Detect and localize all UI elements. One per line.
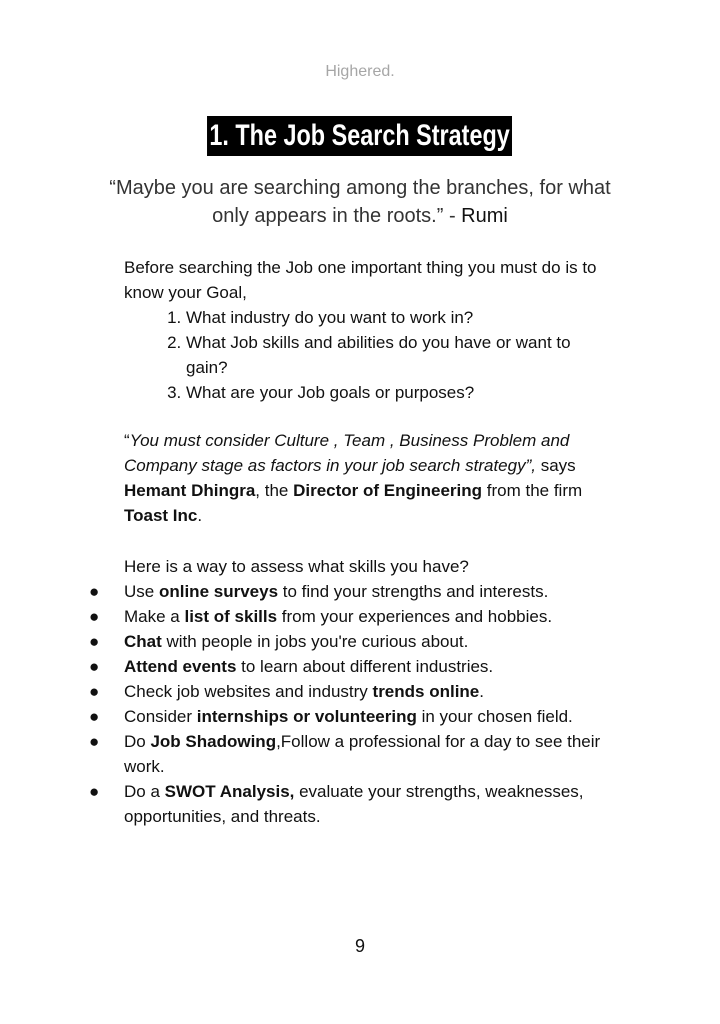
title-container — [0, 116, 720, 156]
skills-lead: Here is a way to assess what skills you have? — [124, 557, 469, 576]
list-item: ● Do a SWOT Analysis, evaluate your strengths, weaknesses, opportunities, and threats. — [124, 779, 614, 829]
page-number: 9 — [354, 936, 365, 956]
bullet-icon: ● — [89, 682, 100, 701]
bullet-icon: ● — [89, 707, 100, 726]
goal-question-item: 1. What industry do you want to work in? — [186, 305, 614, 330]
list-item: ● Chat with people in jobs you're curious about. — [124, 629, 614, 654]
intro-section — [124, 255, 614, 405]
citation-role: Director of Engineering — [293, 481, 483, 500]
citation-firm: Toast Inc — [124, 506, 198, 525]
skills-section — [89, 554, 614, 829]
bullet-icon: ● — [89, 607, 100, 626]
list-item: ● Make a list of skills from your experiences and hobbies. — [124, 604, 614, 629]
goal-question-list — [124, 305, 614, 405]
list-item: ● Consider internships or volunteering in your chosen field. — [124, 704, 614, 729]
citation-quote: You must consider Culture , Team , Business Problem and Company stage as factors in your job search strategy — [124, 431, 570, 475]
quote-text: “Maybe you are searching among the branches, for what only appears in the roots.” - — [109, 177, 611, 227]
list-item: ● Do Job Shadowing,Follow a professional for a day to see their work. — [124, 729, 614, 779]
citation-paragraph — [124, 428, 614, 528]
skills-bullet-list — [89, 579, 614, 829]
opening-quote — [100, 174, 620, 230]
page-header-brand: Highered. — [325, 63, 395, 80]
bullet-icon: ● — [89, 782, 100, 801]
goal-question-item: 3. What are your Job goals or purposes? — [186, 380, 614, 405]
citation-end: . — [197, 506, 203, 525]
expert-citation — [124, 428, 614, 528]
citation-close: ”, — [525, 456, 536, 475]
bullet-icon: ● — [89, 657, 100, 676]
bullet-icon: ● — [89, 632, 100, 651]
goal-question-item: 2. What Job skills and abilities do you have or want to gain? — [186, 330, 614, 380]
citation-open-quote: “ — [124, 431, 130, 450]
quote-author: Rumi — [461, 205, 508, 227]
list-item: ● Attend events to learn about different industries. — [124, 654, 614, 679]
list-item: ● Check job websites and industry trends online. — [124, 679, 614, 704]
citation-from: from the firm — [482, 481, 583, 500]
page-title: 1. The Job Search Strategy — [207, 116, 512, 156]
bullet-icon: ● — [89, 582, 100, 601]
list-item: ● Use online surveys to find your strengths and interests. — [124, 579, 614, 604]
intro-text: Before searching the Job one important thing you must do is to know your Goal, — [124, 258, 597, 302]
citation-says: says — [535, 456, 576, 475]
citation-the: , the — [255, 481, 294, 500]
citation-person: Hemant Dhingra — [124, 481, 256, 500]
bullet-icon: ● — [89, 732, 100, 751]
